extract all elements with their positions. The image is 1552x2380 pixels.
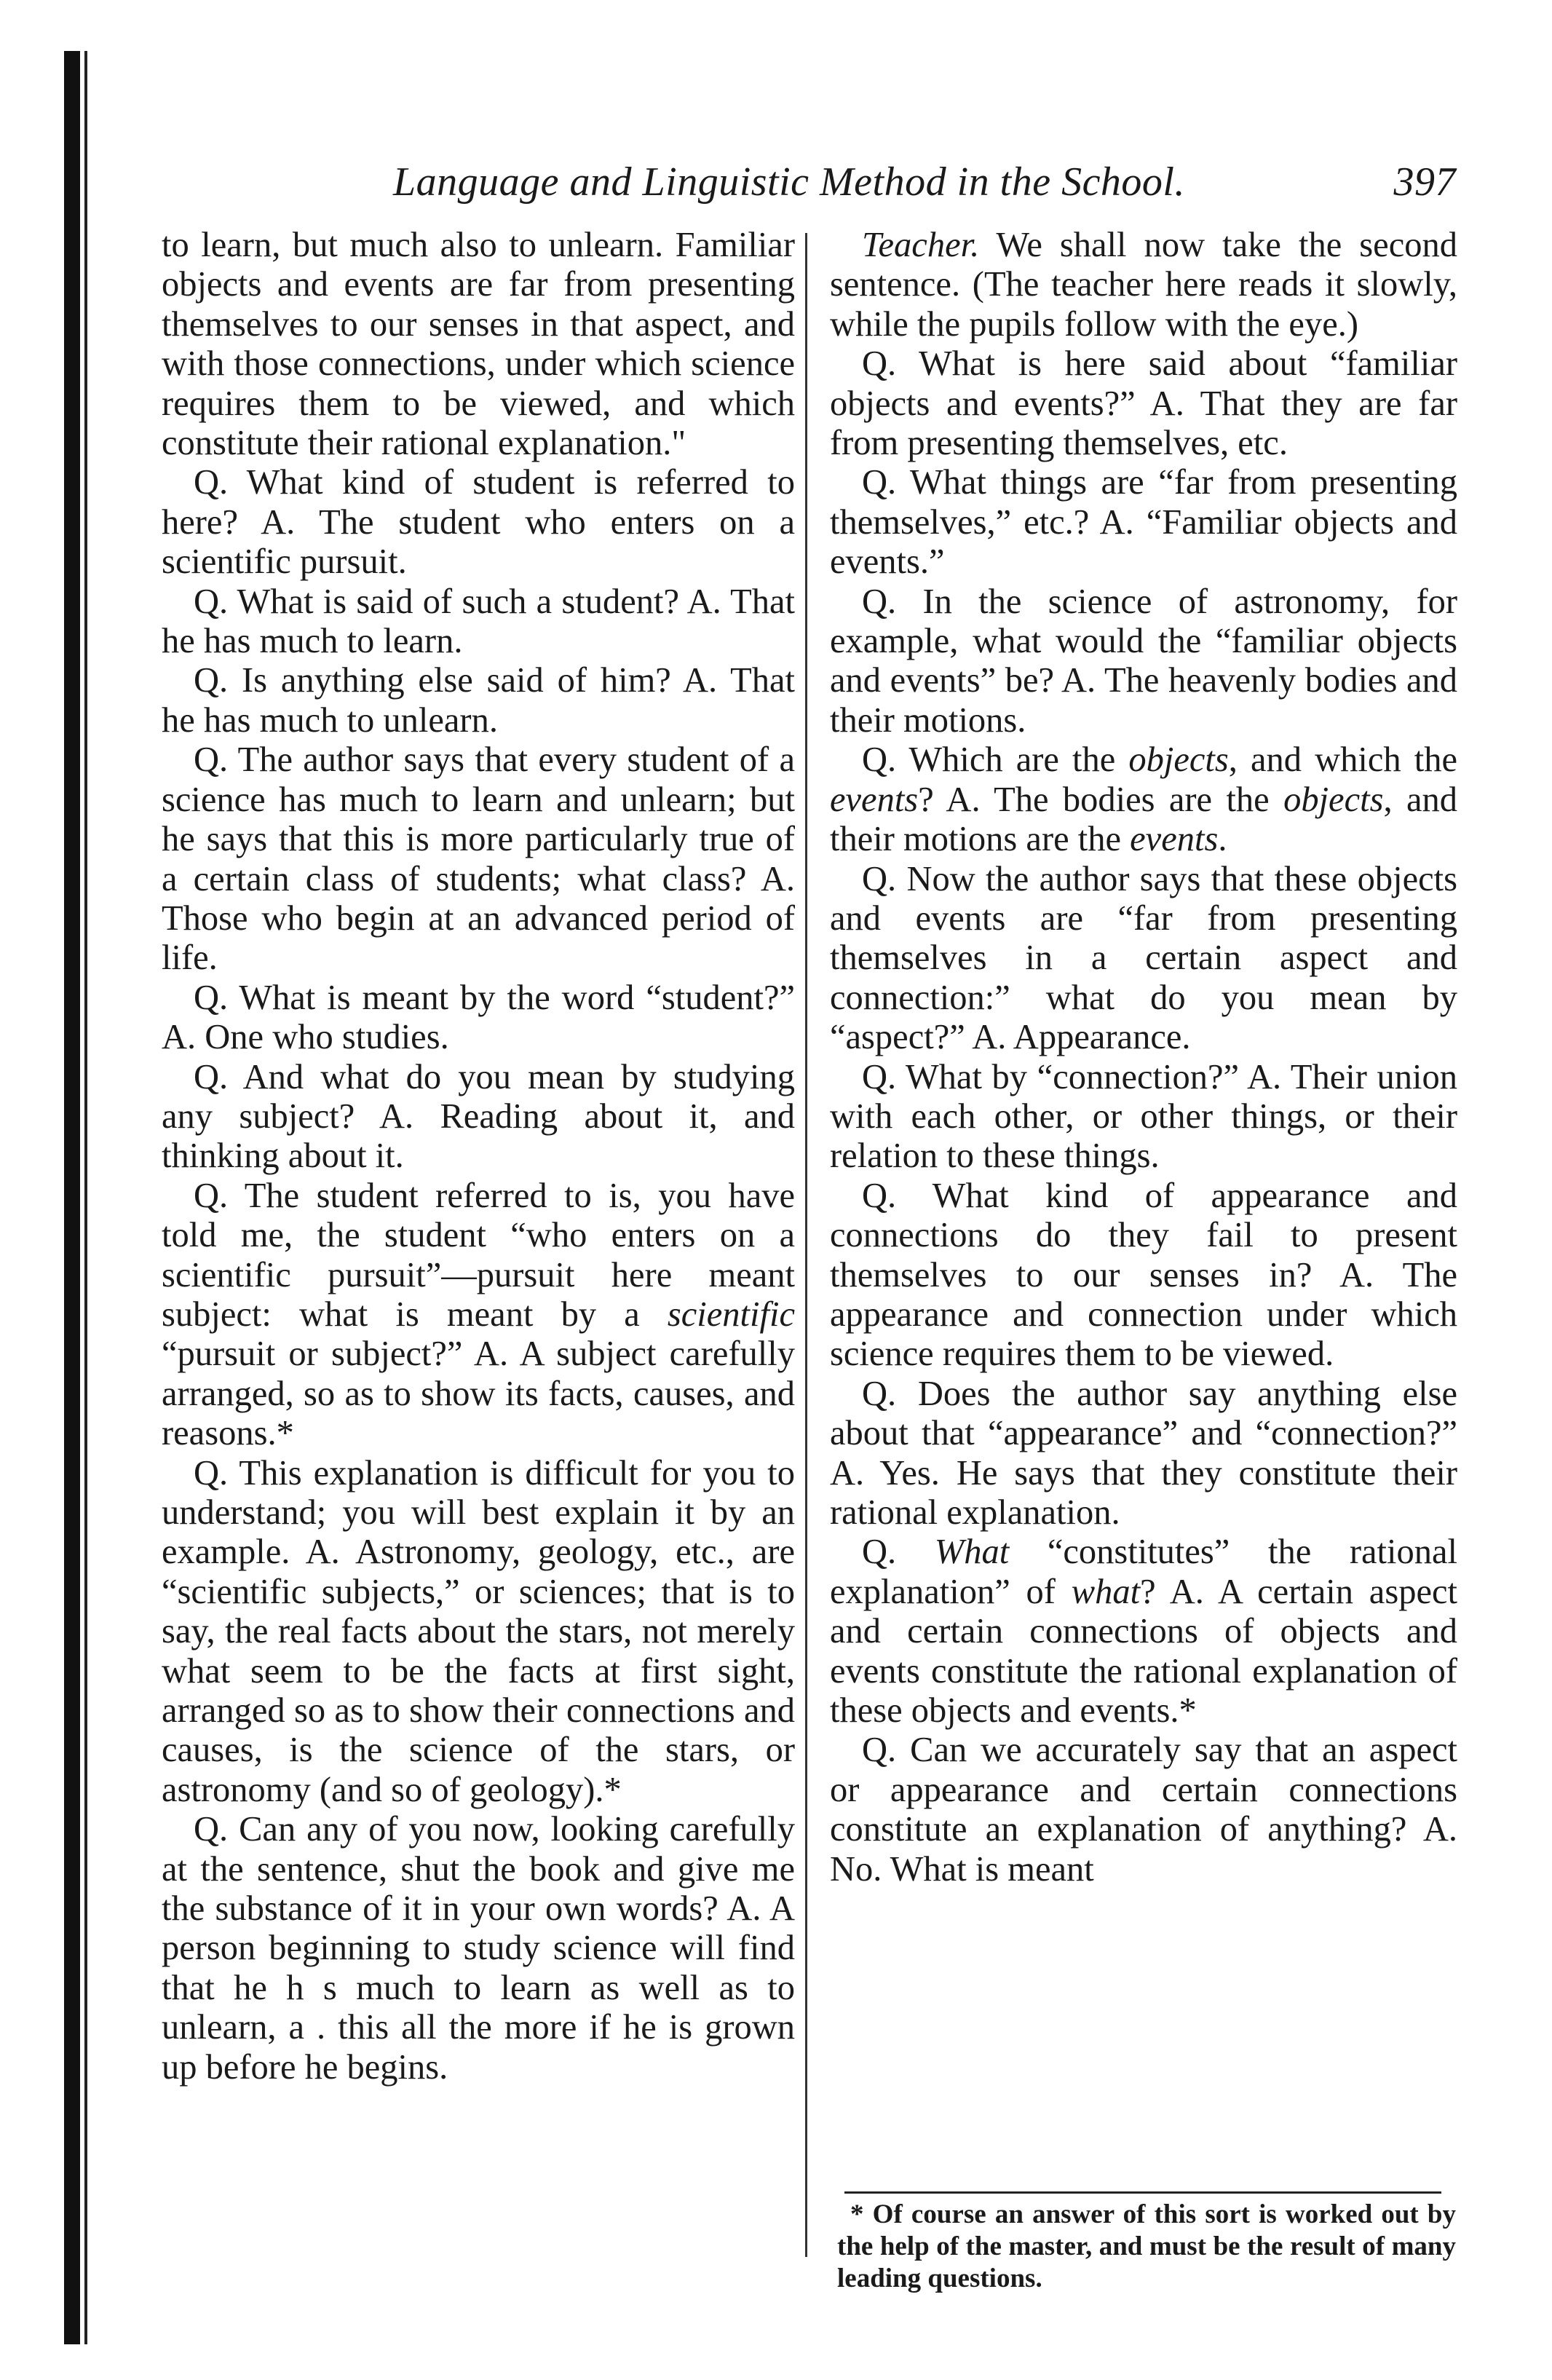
text-run: Q. bbox=[862, 1533, 935, 1572]
left-column bbox=[162, 226, 795, 2087]
text-run: Q. Is anything else said of him? A. That he has much to unlearn. bbox=[162, 661, 795, 740]
paragraph bbox=[830, 1533, 1457, 1731]
text-run: Q. What is here said about “familiar objects and events?” A. That they are far from presenting themselves, etc. bbox=[830, 344, 1457, 463]
paragraph bbox=[830, 344, 1457, 463]
paragraph bbox=[830, 1177, 1457, 1375]
text-run: ? A. A certain aspect and certain connections of objects and events constitute the rational explanation of these objects and events.* bbox=[830, 1572, 1457, 1731]
text-run: to learn, but much also to unlearn. Familiar objects and events are far from presenting themselves to our senses in that aspect, and with those connections, under which science requires them to be viewed, and which constitute their rational explanation." bbox=[162, 226, 795, 463]
footnote bbox=[837, 2199, 1456, 2295]
text-run: Q. And what do you mean by studying any subject? A. Reading about it, and thinking about it. bbox=[162, 1057, 795, 1176]
text-run: “constitutes” the rational explanation” of bbox=[830, 1533, 1457, 1611]
text-run: Q. Does the author say anything else about that “appearance” and “connection?” A. Yes. He says that they constitute their rational explanation. bbox=[830, 1374, 1457, 1532]
paragraph bbox=[830, 226, 1457, 344]
text-run: , and their motions are the bbox=[830, 780, 1457, 859]
text-run: Q. What kind of student is referred to here? A. The student who enters on a scientific pursuit. bbox=[162, 463, 795, 582]
column-divider bbox=[805, 233, 807, 2257]
text-run: Q. The author says that every student of a science has much to learn and unlearn; but he says that this is more particularly true of a certain class of students; what class? A. Those who begin at an advanced period of life. bbox=[162, 740, 795, 978]
italic-text: objects bbox=[1128, 740, 1229, 780]
paragraph bbox=[162, 1454, 795, 1811]
right-column bbox=[830, 226, 1457, 1889]
italic-text: Teacher. bbox=[862, 226, 980, 264]
text-run: . bbox=[1218, 820, 1227, 859]
paragraph bbox=[830, 582, 1457, 741]
italic-text: events bbox=[830, 780, 919, 819]
paragraph bbox=[830, 740, 1457, 859]
text-run: Q. Now the author says that these objects and events are “far from presenting themselves in a certain aspect and connection:” what do you mean by “aspect?” A. Appearance. bbox=[830, 859, 1457, 1057]
paragraph bbox=[830, 463, 1457, 582]
italic-text: scientific bbox=[667, 1294, 795, 1334]
paragraph bbox=[162, 979, 795, 1058]
italic-text: What bbox=[934, 1533, 1010, 1572]
text-run: Q. What is said of such a student? A. That he has much to learn. bbox=[162, 582, 795, 661]
running-title: Language and Linguistic Method in the School. bbox=[393, 159, 1185, 205]
text-run: “pursuit or subject?” A. A subject carefully arranged, so as to show its facts, causes, and reasons.* bbox=[162, 1335, 795, 1453]
paragraph bbox=[162, 1177, 795, 1454]
page-edge-shadow bbox=[64, 51, 80, 2344]
paragraph bbox=[162, 226, 795, 463]
text-run: Q. What is meant by the word “student?” A. One who studies. bbox=[162, 978, 795, 1057]
text-run: Q. Can any of you now, looking carefully at the sentence, shut the book and give me the substance of it in your own words? A. A person beginning to study science will find that he h s much to learn as well as to unlearn, a . this all the more if he is grown up before he begins. bbox=[162, 1810, 795, 2087]
paragraph bbox=[162, 661, 795, 740]
italic-text: what bbox=[1071, 1572, 1141, 1611]
paragraph bbox=[162, 582, 795, 662]
footnote-text: * Of course an answer of this sort is worked out by the help of the master, and must be the result of many leading questions. bbox=[837, 2199, 1456, 2293]
footnote-rule bbox=[844, 2191, 1441, 2194]
paragraph bbox=[830, 1375, 1457, 1533]
paragraph bbox=[830, 860, 1457, 1058]
page-number: 397 bbox=[1393, 159, 1456, 205]
italic-text: objects bbox=[1283, 780, 1384, 819]
text-run: Q. What kind of appearance and connections do they fail to present themselves to our senses in? A. The appearance and connection under which science requires them to be viewed. bbox=[830, 1176, 1457, 1374]
text-run: , and which the bbox=[1228, 740, 1457, 780]
text-run: We shall now take the second sentence. (The teacher here reads it slowly, while the pupils follow with the eye.) bbox=[830, 226, 1457, 344]
text-run: Q. The student referred to is, you have told me, the student “who enters on a scientific pursuit”—pursuit here meant subject: what is meant by a bbox=[162, 1176, 795, 1334]
text-run: Q. What by “connection?” A. Their union with each other, or other things, or their relation to these things. bbox=[830, 1057, 1457, 1176]
paragraph bbox=[830, 1731, 1457, 1889]
paragraph bbox=[162, 463, 795, 582]
running-header bbox=[153, 159, 1456, 217]
paragraph bbox=[162, 1810, 795, 2087]
italic-text: events bbox=[1130, 820, 1219, 859]
text-run: Q. Can we accurately say that an aspect or appearance and certain connections constitute an explanation of anything? A. No. What is meant bbox=[830, 1731, 1457, 1889]
paragraph bbox=[162, 1058, 795, 1177]
text-run: Q. What things are “far from presenting themselves,” etc.? A. “Familiar objects and events.” bbox=[830, 463, 1457, 582]
text-run: Q. In the science of astronomy, for example, what would the “familiar objects and events” be? A. The heavenly bodies and their motions. bbox=[830, 582, 1457, 740]
paragraph bbox=[162, 740, 795, 978]
text-run: Q. Which are the bbox=[862, 740, 1129, 780]
text-run: Q. This explanation is difficult for you to understand; you will best explain it by an example. A. Astronomy, geology, etc., are “scientific subjects,” or sciences; that is to say, the real facts about the stars, not merely what seem to be the facts at first sight, arranged so as to show their connections and causes, is the science of the stars, or astronomy (and so of geology).* bbox=[162, 1453, 795, 1809]
text-run: ? A. The bodies are the bbox=[918, 780, 1284, 819]
paragraph bbox=[830, 1058, 1457, 1177]
page-edge-line bbox=[84, 51, 87, 2344]
